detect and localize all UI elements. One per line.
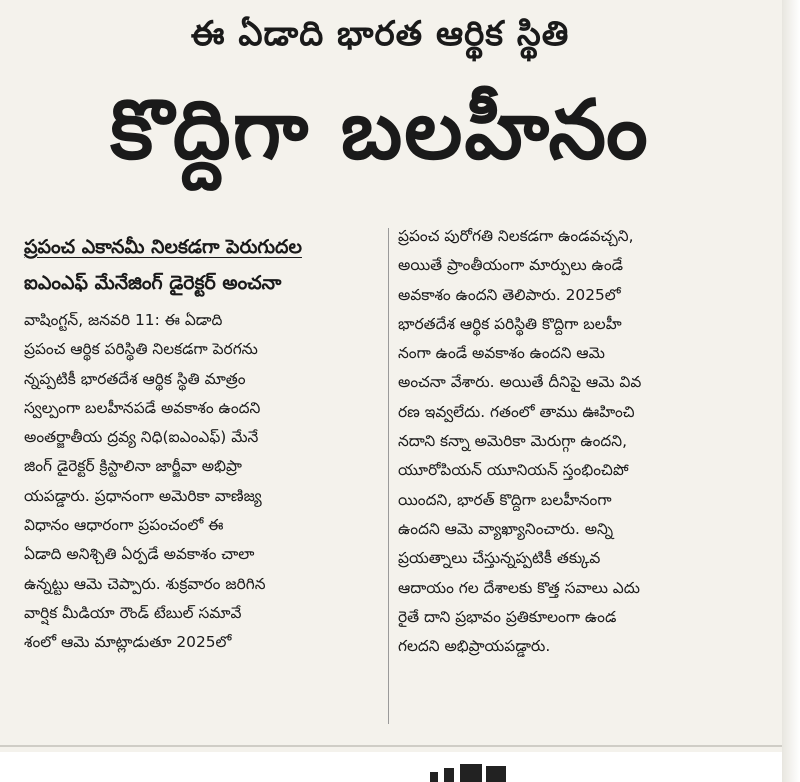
- subheading-imf-estimate: ఐఎంఎఫ్ మేనేజింగ్ డైరెక్టర్ అంచనా: [24, 272, 282, 294]
- main-headline: కొద్దిగా బలహీనం: [110, 83, 650, 178]
- column-divider: [388, 228, 389, 724]
- cropped-text-fragment: [430, 762, 510, 782]
- subheading-world-economy: ప్రపంచ ఎకానమీ నిలకడగా పెరుగుదల: [24, 236, 302, 258]
- bottom-rule: [0, 745, 782, 747]
- left-column: [24, 232, 378, 658]
- page-edge: [782, 0, 800, 782]
- footer-strip: [0, 752, 782, 782]
- left-body-text: వాషింగ్టన్, జనవరి 11: ఈ ఏడాది ప్రపంచ ఆర్థిక పరిస్థితి నిలకడగా పెరగను న్నప్పటికీ భారతదేశ ఆర్థిక స్థితి మాత్రం స్వల్పంగా బలహీనపడే అవకాశం ఉందని అంతర్జాతీయ ద్రవ్య నిధి(ఐఎంఎఫ్) మేనే జింగ్ డైరెక్టర్ క్రిస్టాలినా జార్జీవా అభిప్రా యపడ్డారు. ప్రధానంగా అమెరికా వాణిజ్య విధానం ఆధారంగా ప్రపంచంలో ఈ ఏడాది అనిశ్చితి ఏర్పడే అవకాశం చాలా ఉన్నట్టు ఆమె చెప్పారు. శుక్రవారం జరిగిన వార్షిక మీడియా రౌండ్ టేబుల్ సమావే శంలో ఆమె మాట్లాడుతూ 2025లో: [24, 311, 266, 652]
- right-body-text: ప్రపంచ పురోగతి నిలకడగా ఉండవచ్చని, అయితే ప్రాంతీయంగా మార్పులు ఉండే అవకాశం ఉందని తెలిపారు. 2025లో భారతదేశ ఆర్థిక పరిస్థితి కొద్దిగా బలహీ నంగా ఉండే అవకాశం ఉందని ఆమె అంచనా వేశారు. అయితే దీనిపై ఆమె వివ రణ ఇవ్వలేదు. గతంలో తాము ఊహించి నదాని కన్నా అమెరికా మెరుగ్గా ఉందని, యూరోపియన్ యూనియన్ స్తంభించిపో యిందని, భారత్ కొద్దిగా బలహీనంగా ఉందని ఆమె వ్యాఖ్యానించారు. అన్ని ప్రయత్నాలు చేస్తున్నప్పటికీ తక్కువ ఆదాయం గల దేశాలకు కొత్త సవాలు ఎదు రైతే దాని ప్రభావం ప్రతికూలంగా ఉండ గలదని అభిప్రాయపడ్డారు.: [398, 227, 642, 656]
- kicker-headline: ఈ ఏడాది భారత ఆర్థిక స్థితి: [190, 14, 570, 54]
- right-column: [398, 222, 760, 661]
